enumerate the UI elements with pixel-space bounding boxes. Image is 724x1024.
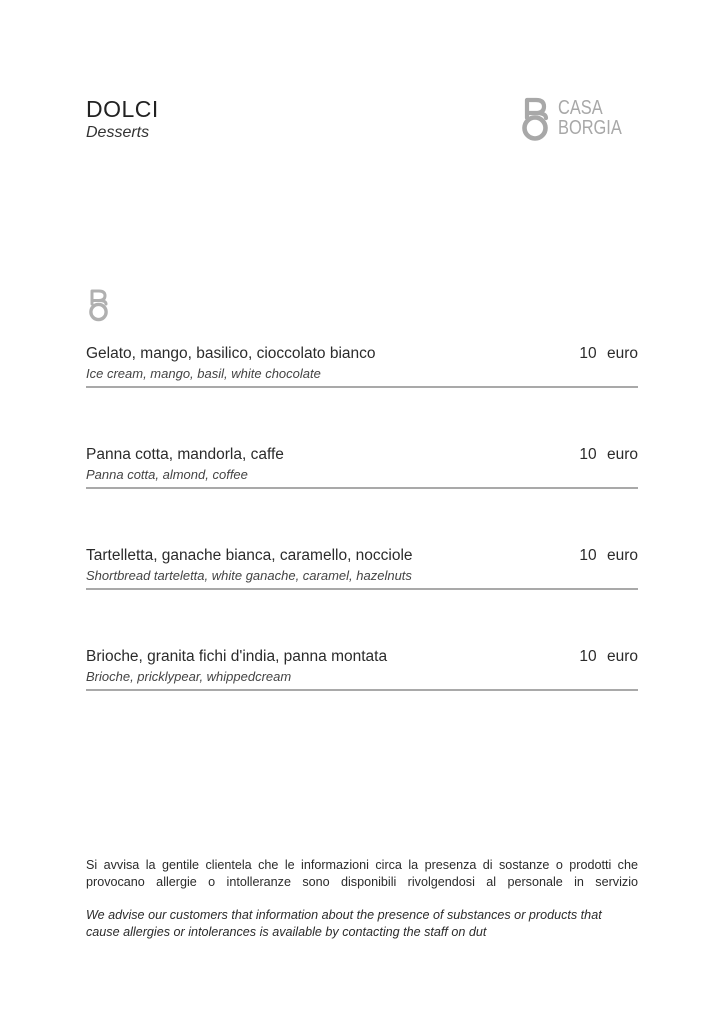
brand-name-line2: BORGIA [558, 117, 622, 139]
item-price: 10 euro [579, 547, 638, 564]
page-title: DOLCI [86, 96, 159, 122]
menu-item [86, 546, 638, 590]
dessert-menu-list [86, 344, 638, 748]
item-name: Brioche, granita fichi d'india, panna montata [86, 648, 388, 665]
menu-item [86, 647, 638, 691]
brand-name-line1: CASA [558, 97, 603, 119]
item-translation: Shortbread tarteletta, white ganache, caramel, hazelnuts [86, 568, 412, 583]
item-name: Tartelletta, ganache bianca, caramello, nocciole [86, 547, 413, 564]
menu-item [86, 445, 638, 489]
brand-monogram-icon [518, 96, 554, 142]
page-subtitle: Desserts [86, 124, 150, 141]
item-translation: Brioche, pricklypear, whippedcream [86, 669, 292, 684]
item-translation: Ice cream, mango, basil, white chocolate [86, 366, 321, 381]
allergen-notice-italian: Si avvisa la gentile clientela che le informazioni circa la presenza di sostanze o prodotti che provocano allergie o intolleranze sono disponibili rivolgendosi al personale in servizio [86, 858, 638, 889]
brand-logo [518, 96, 640, 144]
allergen-notice-english: We advise our customers that information about the presence of substances or products that cause allergies or intolerances is available by contacting the staff on dut [86, 908, 602, 939]
item-price: 10 euro [579, 345, 638, 362]
item-price: 10 euro [579, 648, 638, 665]
item-translation: Panna cotta, almond, coffee [86, 467, 248, 482]
section-monogram-icon [86, 288, 112, 322]
item-price: 10 euro [579, 446, 638, 463]
menu-item [86, 344, 638, 388]
item-name: Panna cotta, mandorla, caffe [86, 446, 284, 463]
item-name: Gelato, mango, basilico, cioccolato bianco [86, 345, 376, 362]
